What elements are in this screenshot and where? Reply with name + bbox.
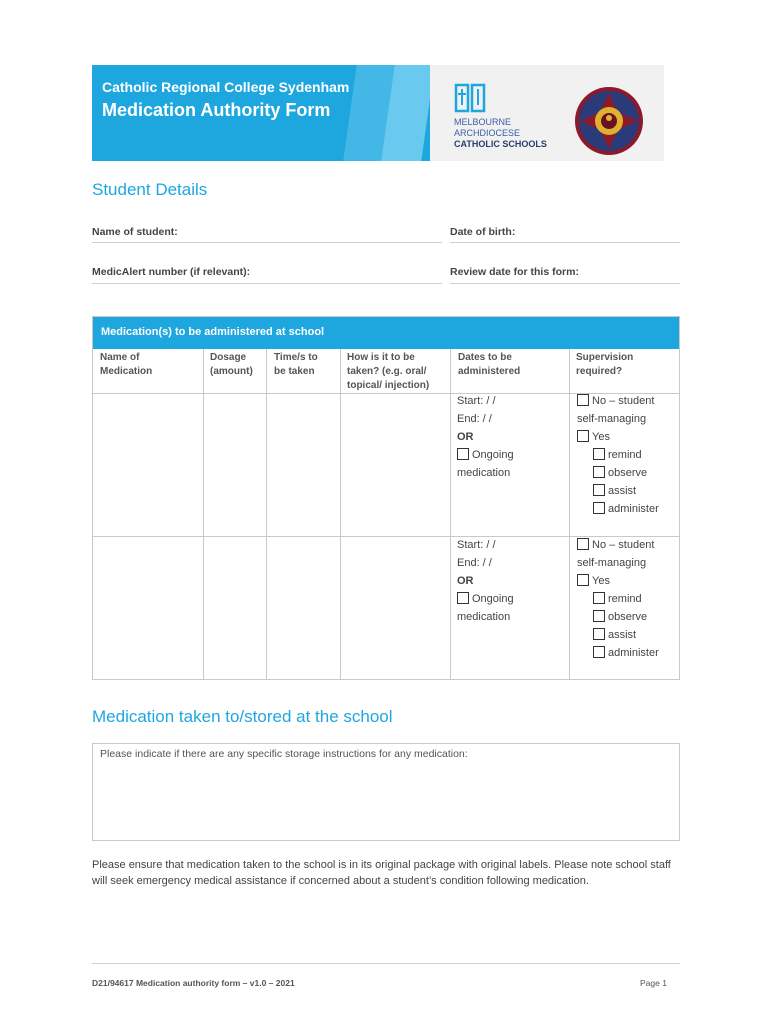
yes-option[interactable]: Yes [577,572,659,590]
medication-table [92,316,680,680]
remind-checkbox[interactable] [593,448,605,460]
header-banner [92,65,664,161]
column-header-time: Time/s to be taken [274,352,318,377]
column-divider [450,349,451,679]
mac-logo [454,83,574,147]
banner-title-block [92,65,430,161]
column-divider [340,349,341,679]
ongoing-option[interactable]: Ongoing [457,590,514,608]
medicalert-field[interactable] [92,283,442,284]
administer-checkbox[interactable] [593,502,605,514]
or-label: OR [457,431,474,443]
observe-checkbox[interactable] [593,610,605,622]
medicalert-label: MedicAlert number (if relevant): [92,266,251,278]
no-student-label-cont: self-managing [577,557,647,569]
observe-option[interactable]: observe [577,464,659,482]
start-date-field[interactable]: Start: / / [457,395,496,407]
assist-option[interactable]: assist [577,482,659,500]
document-reference: D21/94617 Medication authority form – v1.0 – 2021 [92,978,295,988]
remind-checkbox[interactable] [593,592,605,604]
assist-option[interactable]: assist [577,626,659,644]
medication-table-title: Medication(s) to be administered at school [93,317,679,349]
administer-checkbox[interactable] [593,646,605,658]
storage-prompt: Please indicate if there are any specific storage instructions for any medication: [100,748,468,760]
mac-logo-icon [454,83,486,113]
ongoing-checkbox[interactable] [457,592,469,604]
medication-notice: Please ensure that medication taken to the school is in its original package with original labels. Please note school staff will seek emergency medical assistance if concerned about a student’s condition following medication. [92,859,671,887]
dob-field[interactable] [450,242,680,243]
page-number: Page 1 [640,978,667,988]
dates-cell-row-1 [457,392,514,482]
observe-checkbox[interactable] [593,466,605,478]
form-title: Medication Authority Form [102,100,331,120]
mac-logo-line: ARCHDIOCESE [454,128,521,138]
supervision-cell-row-1 [577,392,659,518]
dob-label: Date of birth: [450,226,516,238]
student-name-label: Name of student: [92,226,178,238]
yes-checkbox[interactable] [577,430,589,442]
observe-option[interactable]: observe [577,608,659,626]
mac-logo-line: MELBOURNE [454,117,512,127]
assist-checkbox[interactable] [593,628,605,640]
ongoing-label-cont: medication [457,611,511,623]
start-date-field[interactable]: Start: / / [457,539,496,551]
student-details-heading: Student Details [92,180,208,199]
administer-option[interactable]: administer [577,500,659,518]
ongoing-option[interactable]: Ongoing [457,446,514,464]
school-name: Catholic Regional College Sydenham [102,79,350,95]
ongoing-checkbox[interactable] [457,448,469,460]
supervision-cell-row-2 [577,536,659,662]
administer-option[interactable]: administer [577,644,659,662]
column-divider [569,349,570,679]
no-student-label-cont: self-managing [577,413,647,425]
column-divider [266,349,267,679]
no-student-option[interactable]: No – student [577,392,659,410]
column-header-dates: Dates to be administered [458,352,521,377]
review-date-field[interactable] [450,283,680,284]
end-date-field[interactable]: End: / / [457,557,492,569]
assist-checkbox[interactable] [593,484,605,496]
ongoing-label-cont: medication [457,467,511,479]
no-student-option[interactable]: No – student [577,536,659,554]
remind-option[interactable]: remind [577,590,659,608]
remind-option[interactable]: remind [577,446,659,464]
no-student-checkbox[interactable] [577,394,589,406]
column-divider [203,349,204,679]
or-label: OR [457,575,474,587]
mac-logo-text [454,117,547,150]
column-header-supervision: Supervision required? [576,352,634,377]
end-date-field[interactable]: End: / / [457,413,492,425]
column-header-dosage: Dosage (amount) [210,352,253,377]
column-header-method: How is it to be taken? (e.g. oral/ topical/ injection) [347,352,430,391]
review-date-label: Review date for this form: [450,266,579,278]
student-name-field[interactable] [92,242,442,243]
no-student-checkbox[interactable] [577,538,589,550]
yes-option[interactable]: Yes [577,428,659,446]
college-crest-icon [572,85,646,157]
dates-cell-row-2 [457,536,514,626]
yes-checkbox[interactable] [577,574,589,586]
column-header-name: Name of Medication [100,352,153,377]
storage-heading: Medication taken to/stored at the school [92,707,393,726]
footer-divider [92,963,680,964]
storage-instructions-field[interactable] [92,743,680,841]
mac-logo-line: CATHOLIC SCHOOLS [454,139,547,149]
